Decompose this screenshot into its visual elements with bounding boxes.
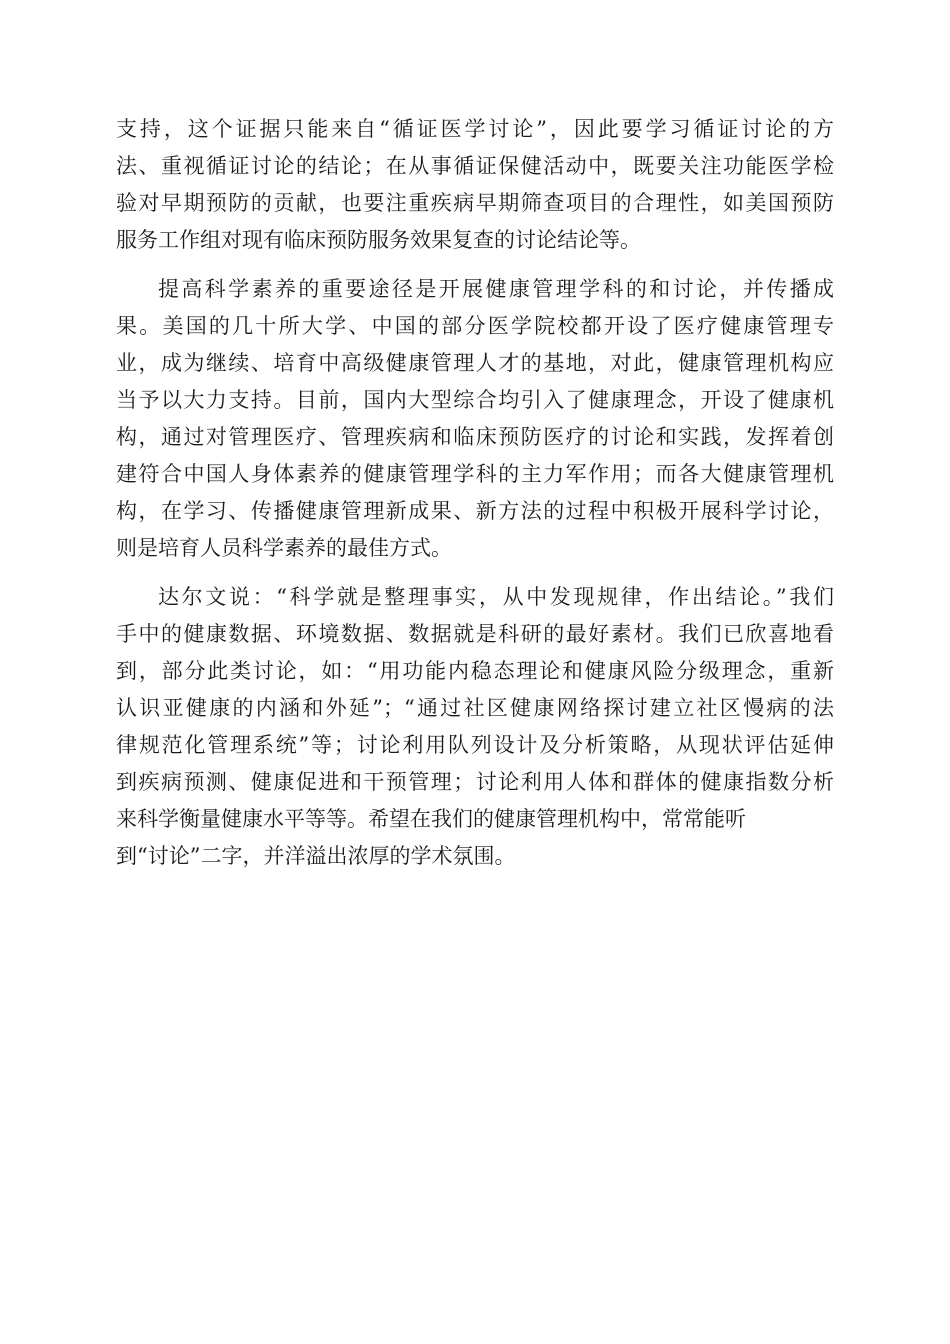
paragraph-line: 律规范化管理系统”等；讨论利用队列设计及分析策略，从现状评估延伸 xyxy=(116,733,834,757)
paragraph-spacer xyxy=(116,259,834,271)
paragraph-line: 法、重视循证讨论的结论；在从事循证保健活动中，既要关注功能医学检 xyxy=(116,154,834,178)
paragraph-2 xyxy=(116,271,834,567)
paragraph-line: 当予以大力支持。目前，国内大型综合均引入了健康理念，开设了健康机 xyxy=(116,388,834,412)
paragraph-line: 来科学衡量健康水平等等。希望在我们的健康管理机构中，常常能听 xyxy=(116,807,746,831)
paragraph-line: 到“讨论”二字，并洋溢出浓厚的学术氛围。 xyxy=(116,844,516,868)
paragraph-line: 支持，这个证据只能来自“循证医学讨论”，因此要学习循证讨论的方 xyxy=(116,117,834,141)
paragraph-1 xyxy=(116,111,834,259)
paragraph-line: 果。美国的几十所大学、中国的部分医学院校都开设了医疗健康管理专 xyxy=(116,314,834,338)
paragraph-line: 到疾病预测、健康促进和干预管理；讨论利用人体和群体的健康指数分析 xyxy=(116,770,834,794)
paragraph-line: 手中的健康数据、环境数据、数据就是科研的最好素材。我们已欣喜地看 xyxy=(116,622,834,646)
paragraph-3 xyxy=(116,579,834,875)
paragraph-line: 业，成为继续、培育中高级健康管理人才的基地，对此，健康管理机构应 xyxy=(116,351,834,375)
paragraph-line: 验对早期预防的贡献，也要注重疾病早期筛查项目的合理性，如美国预防 xyxy=(116,191,834,215)
paragraph-line: 建符合中国人身体素养的健康管理学科的主力军作用；而各大健康管理机 xyxy=(116,462,834,486)
paragraph-line: 到，部分此类讨论，如：“用功能内稳态理论和健康风险分级理念，重新 xyxy=(116,659,834,683)
paragraph-line: 构，在学习、传播健康管理新成果、新方法的过程中积极开展科学讨论， xyxy=(116,499,834,523)
document-body xyxy=(116,111,834,875)
paragraph-spacer xyxy=(116,567,834,579)
paragraph-line: 认识亚健康的内涵和外延”；“通过社区健康网络探讨建立社区慢病的法 xyxy=(116,696,834,720)
paragraph-line: 服务工作组对现有临床预防服务效果复查的讨论结论等。 xyxy=(116,228,641,252)
paragraph-line: 达尔文说：“科学就是整理事实，从中发现规律，作出结论。”我们 xyxy=(158,585,834,609)
paragraph-line: 构，通过对管理医疗、管理疾病和临床预防医疗的讨论和实践，发挥着创 xyxy=(116,425,834,449)
paragraph-line: 则是培育人员科学素养的最佳方式。 xyxy=(116,536,452,560)
paragraph-line: 提高科学素养的重要途径是开展健康管理学科的和讨论，并传播成 xyxy=(158,277,834,301)
